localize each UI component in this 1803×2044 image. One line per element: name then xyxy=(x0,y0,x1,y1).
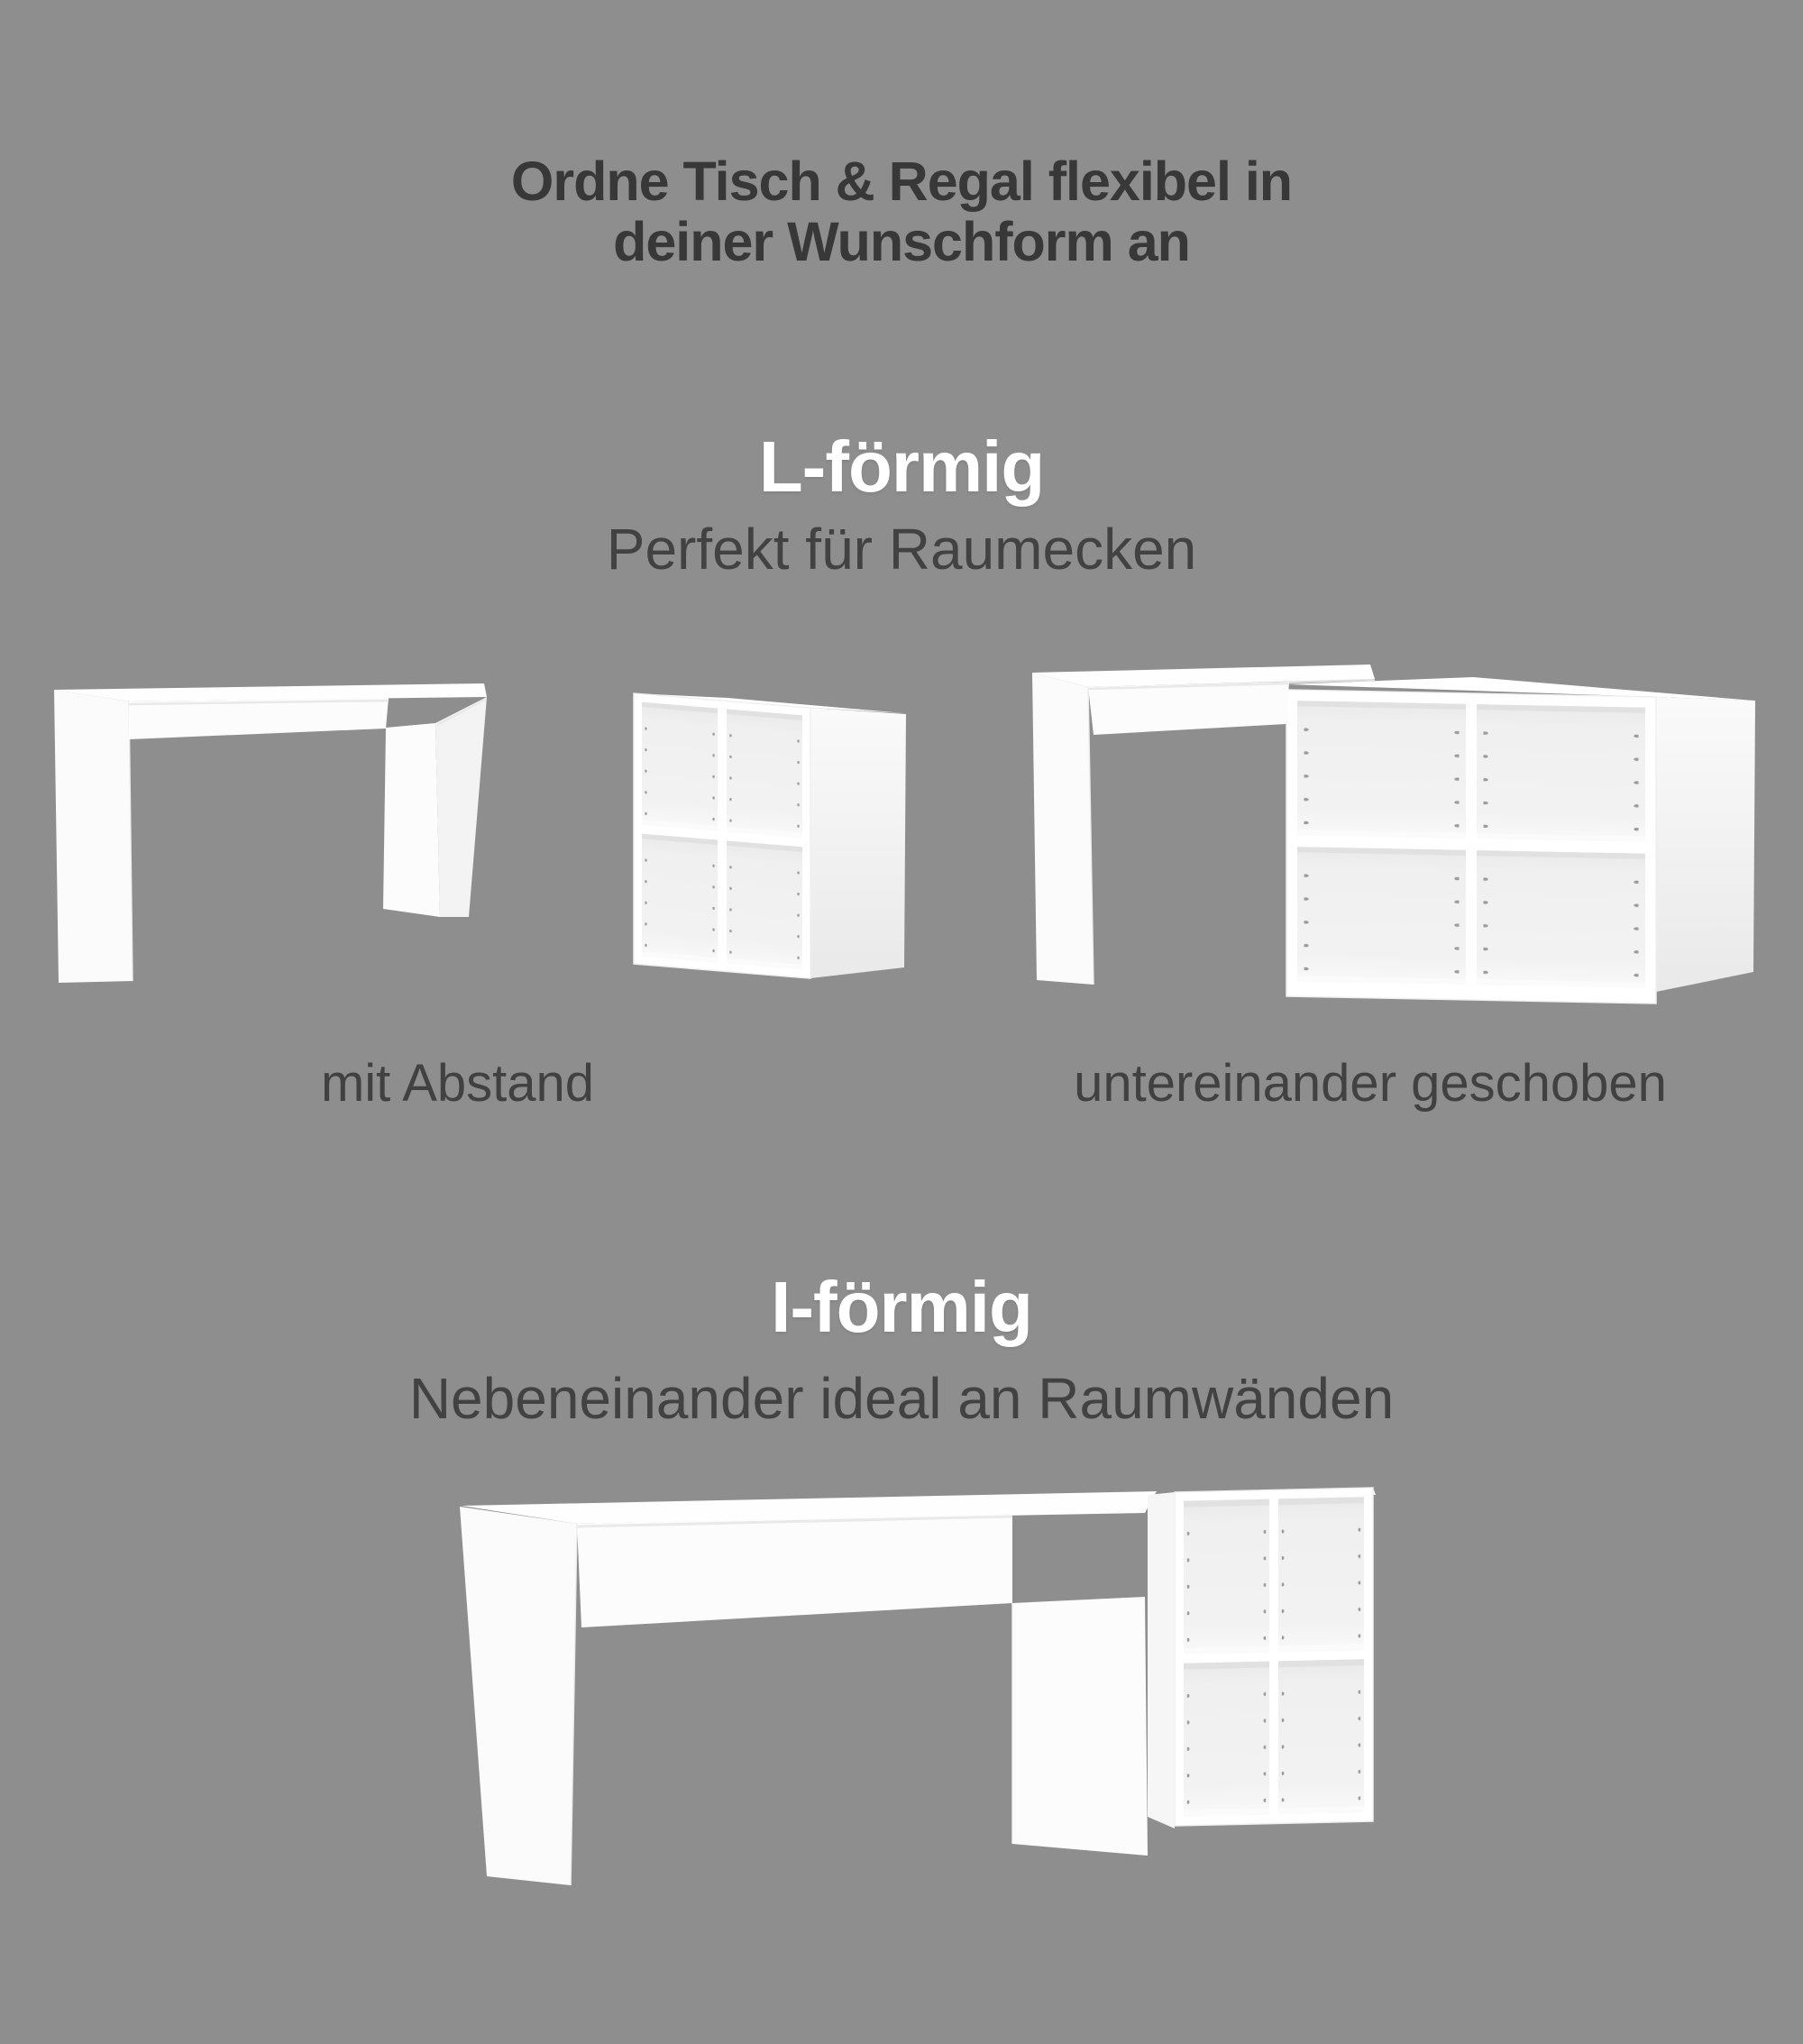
shelf-graphic xyxy=(1286,677,1755,1004)
shelf-graphic xyxy=(634,693,906,978)
section-i-subheading: Nebeneinander ideal an Raumwänden xyxy=(408,1366,1395,1431)
desk-shelf-inline-illustration xyxy=(433,1477,1379,1896)
desk-graphic xyxy=(460,1491,1157,1885)
page-title-line2: deiner Wunschform an xyxy=(613,211,1190,272)
desk-shelf-gap-graphic xyxy=(41,672,929,1010)
caption-tucked: untereinander geschoben xyxy=(1074,1054,1667,1113)
desk-shelf-tucked-graphic xyxy=(1028,627,1767,1014)
desk-graphic xyxy=(54,683,487,983)
page-title-line1: Ordne Tisch & Regal flexibel in xyxy=(510,151,1293,212)
caption-gap: mit Abstand xyxy=(320,1054,595,1113)
section-l-subheading: Perfekt für Raumecken xyxy=(606,517,1197,582)
section-l-heading: L-förmig xyxy=(758,426,1045,507)
desk-shelf-gap-illustration xyxy=(41,672,929,1010)
desk-shelf-tucked-illustration xyxy=(1028,627,1767,1014)
section-i-heading: I-förmig xyxy=(771,1267,1032,1347)
page-title xyxy=(0,151,1803,272)
shelf-graphic xyxy=(1148,1488,1376,1829)
desk-shelf-inline-graphic xyxy=(433,1477,1379,1896)
